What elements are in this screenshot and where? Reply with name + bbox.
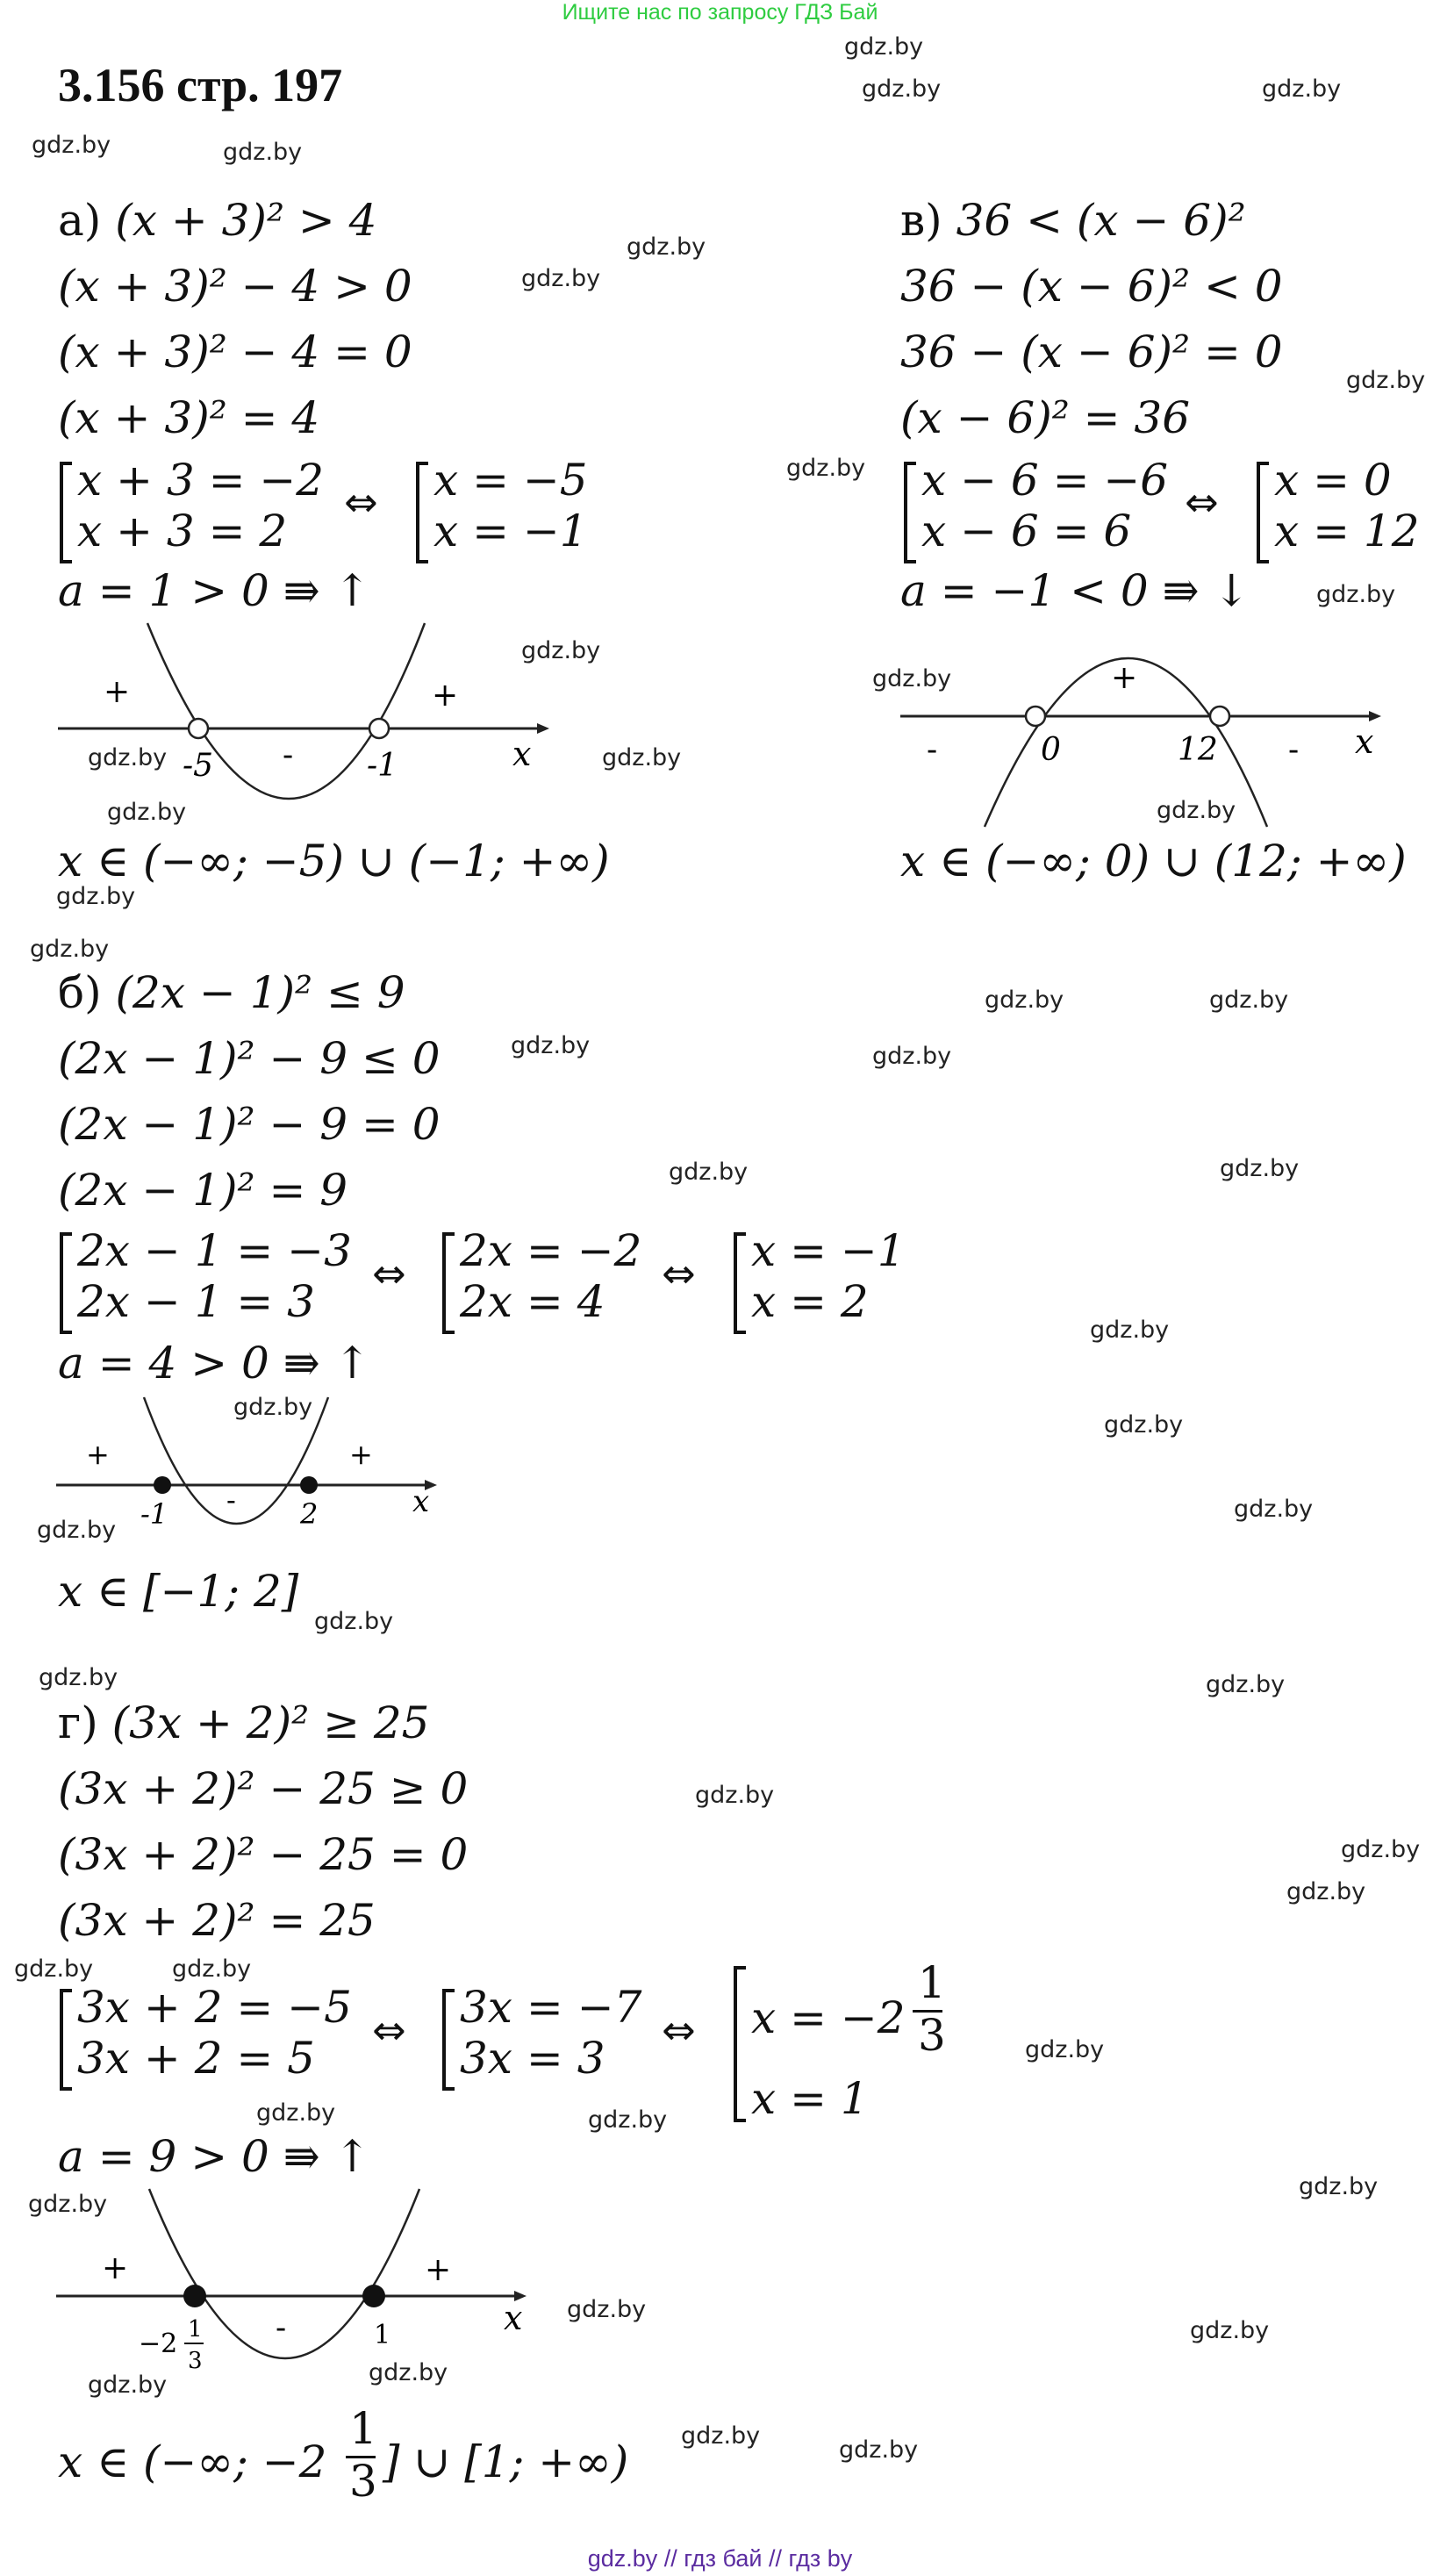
- root-label: -1: [140, 1497, 168, 1531]
- part-g-system-1: [77, 1982, 352, 2084]
- system-row: x = 0: [1274, 455, 1392, 506]
- part-b-label: б): [58, 967, 102, 1018]
- watermark: gdz.by: [862, 75, 942, 103]
- root-label: -1: [367, 748, 398, 784]
- system-bracket: [442, 1989, 455, 2091]
- sign-minus: -: [226, 1483, 236, 1517]
- watermark: gdz.by: [39, 1664, 118, 1691]
- closed-point: [154, 1476, 171, 1494]
- watermark: gdz.by: [107, 799, 187, 826]
- root-label: 1: [374, 2320, 391, 2350]
- answer-part: x ∈ (−∞; −2: [58, 2436, 327, 2487]
- part-g-line-3: (3x + 2)² − 25 = 0: [58, 1829, 469, 1880]
- part-a-line-2: (x + 3)² − 4 > 0: [58, 261, 412, 312]
- watermark: gdz.by: [786, 455, 866, 482]
- part-b-answer: x ∈ [−1; 2]: [58, 1566, 299, 1617]
- part-v-system-right: [1274, 455, 1420, 556]
- watermark: gdz.by: [1346, 367, 1426, 394]
- watermark: gdz.by: [844, 33, 924, 61]
- equivalence-symbol: ⇔: [1185, 478, 1219, 526]
- system-bracket: [416, 462, 428, 563]
- watermark: gdz.by: [695, 1782, 775, 1809]
- answer-part: ] ∪ [1; +∞): [383, 2436, 629, 2487]
- watermark: gdz.by: [28, 2191, 108, 2218]
- part-a-inequality: (x + 3)² > 4: [115, 195, 377, 246]
- system-bracket: [60, 462, 72, 563]
- system-row: x = −5: [433, 455, 588, 506]
- system-bracket: [60, 1232, 72, 1334]
- axis-label: x: [412, 1484, 430, 1519]
- watermark: gdz.by: [681, 2422, 761, 2450]
- part-b-line-2: (2x − 1)² − 9 ≤ 0: [58, 1033, 441, 1084]
- watermark: gdz.by: [1157, 797, 1236, 824]
- open-point: [1026, 707, 1045, 726]
- system-bracket: [60, 1989, 72, 2091]
- axis-arrow-icon: [537, 723, 549, 734]
- part-v-line-1: [900, 195, 1246, 246]
- root-label: 12: [1178, 732, 1218, 768]
- system-row: 3x + 2 = 5: [77, 2033, 315, 2084]
- watermark: gdz.by: [1209, 987, 1289, 1014]
- watermark: gdz.by: [602, 744, 682, 771]
- equivalence-symbol: ⇔: [662, 2006, 696, 2054]
- system-row: x − 6 = 6: [921, 506, 1132, 556]
- system-bracket: [904, 462, 916, 563]
- part-g-coefficient: a = 9 > 0 ⇛ ↑: [58, 2131, 371, 2182]
- watermark: gdz.by: [1286, 1878, 1366, 1905]
- equivalence-symbol: ⇔: [372, 1250, 406, 1297]
- part-v-line-2: 36 − (x − 6)² < 0: [900, 261, 1283, 312]
- axis-label: x: [512, 735, 532, 773]
- search-banner[interactable]: Ищите нас по запросу ГДЗ Бай: [562, 0, 878, 25]
- system-row: x = −1: [751, 1225, 906, 1276]
- watermark: gdz.by: [223, 139, 303, 166]
- fraction-denominator: 3: [918, 2010, 946, 2061]
- watermark: gdz.by: [588, 2106, 668, 2134]
- system-row: 2x = 4: [460, 1276, 605, 1327]
- part-v-line-3: 36 − (x − 6)² = 0: [900, 326, 1283, 377]
- system-row: x − 6 = −6: [921, 455, 1169, 506]
- system-row: x = −1: [433, 506, 588, 556]
- system-row: x = 2: [751, 1276, 869, 1327]
- system-bracket: [442, 1232, 455, 1334]
- system-row: x + 3 = −2: [77, 455, 325, 506]
- sign-minus: -: [276, 2310, 287, 2346]
- footer-links[interactable]: gdz.by // гдз бай // гдз by: [587, 2545, 853, 2572]
- watermark: gdz.by: [172, 1955, 252, 1983]
- part-v-coefficient: a = −1 < 0 ⇛ ↓: [900, 565, 1250, 616]
- part-v-answer: x ∈ (−∞; 0) ∪ (12; +∞): [900, 836, 1407, 886]
- sign-plus: +: [432, 678, 459, 714]
- axis-label: x: [1355, 722, 1374, 761]
- part-a-line-1: [58, 195, 376, 246]
- open-point: [1210, 707, 1229, 726]
- part-b-parabola-graph: [53, 1396, 456, 1553]
- watermark: gdz.by: [1025, 2036, 1105, 2063]
- watermark: gdz.by: [985, 987, 1064, 1014]
- sign-minus: -: [283, 737, 294, 773]
- watermark: gdz.by: [32, 132, 111, 159]
- watermark: gdz.by: [1190, 2317, 1270, 2344]
- root-label: 2: [300, 1497, 319, 1531]
- watermark: gdz.by: [1316, 581, 1396, 608]
- part-v-inequality: 36 < (x − 6)²: [956, 195, 1246, 246]
- part-g-root-2: x = 1: [751, 2073, 869, 2124]
- part-a-answer: x ∈ (−∞; −5) ∪ (−1; +∞): [58, 836, 610, 886]
- watermark: gdz.by: [521, 637, 601, 664]
- part-g-line-1: [58, 1697, 429, 1748]
- part-g-inequality: (3x + 2)² ≥ 25: [111, 1697, 430, 1748]
- watermark: gdz.by: [1104, 1411, 1184, 1439]
- sign-plus: +: [1111, 660, 1138, 696]
- watermark: gdz.by: [1262, 75, 1342, 103]
- watermark: gdz.by: [627, 233, 706, 261]
- fraction-numerator: 1: [349, 2403, 377, 2454]
- watermark: gdz.by: [88, 744, 168, 771]
- part-g-answer: [58, 2436, 327, 2487]
- system-row: 2x − 1 = 3: [77, 1276, 315, 1327]
- equivalence-symbol: ⇔: [344, 478, 378, 526]
- closed-point: [183, 2285, 206, 2307]
- sign-plus: +: [104, 674, 131, 710]
- part-g-label: г): [58, 1697, 98, 1748]
- watermark: gdz.by: [369, 2359, 448, 2386]
- watermark: gdz.by: [88, 2371, 168, 2399]
- watermark: gdz.by: [1220, 1155, 1300, 1182]
- system-bracket: [734, 1966, 746, 2122]
- closed-point: [362, 2285, 385, 2307]
- watermark: gdz.by: [30, 936, 110, 963]
- part-a-coefficient: a = 1 > 0 ⇛ ↑: [58, 565, 371, 616]
- part-a-label: а): [58, 195, 102, 246]
- watermark: gdz.by: [521, 265, 601, 292]
- system-bracket: [1257, 462, 1269, 563]
- part-b-system-1: [77, 1225, 352, 1327]
- axis-label: x: [504, 2299, 523, 2337]
- part-g-root-mixed: [751, 1992, 906, 2043]
- part-a-parabola-graph: [53, 614, 553, 816]
- part-a-line-3: (x + 3)² − 4 = 0: [58, 326, 412, 377]
- root-label: 0: [1041, 732, 1061, 768]
- watermark: gdz.by: [839, 2436, 919, 2464]
- open-point: [189, 719, 208, 738]
- system-bracket: [734, 1232, 746, 1334]
- part-g-line-4: (3x + 2)² = 25: [58, 1895, 376, 1946]
- part-v-parabola-graph: [895, 632, 1386, 834]
- part-b-inequality: (2x − 1)² ≤ 9: [115, 967, 405, 1018]
- part-v-label: в): [900, 195, 942, 246]
- sign-plus: +: [86, 1438, 110, 1471]
- watermark: gdz.by: [872, 665, 952, 692]
- part-b-line-3: (2x − 1)² − 9 = 0: [58, 1099, 441, 1150]
- sign-plus: +: [349, 1438, 373, 1471]
- part-a-line-4: (x + 3)² = 4: [58, 392, 320, 443]
- watermark: gdz.by: [56, 883, 136, 910]
- watermark: gdz.by: [14, 1955, 94, 1983]
- open-point: [369, 719, 389, 738]
- part-v-line-4: (x − 6)² = 36: [900, 392, 1191, 443]
- system-row: 3x = −7: [460, 1982, 642, 2033]
- system-row: x = 12: [1274, 506, 1420, 556]
- watermark: gdz.by: [567, 2296, 647, 2323]
- part-g-system-2: [460, 1982, 641, 2084]
- watermark: gdz.by: [314, 1608, 394, 1635]
- part-b-line-1: [58, 967, 405, 1018]
- mixed-whole: x = −2: [751, 1992, 906, 2043]
- watermark: gdz.by: [1341, 1836, 1421, 1863]
- fraction-denominator: 3: [349, 2456, 377, 2507]
- watermark: gdz.by: [1206, 1671, 1286, 1698]
- root-label-denominator: 3: [188, 2348, 203, 2374]
- sign-plus: +: [425, 2252, 452, 2288]
- root-label-numerator: 1: [188, 2316, 203, 2343]
- watermark: gdz.by: [256, 2099, 336, 2127]
- equivalence-symbol: ⇔: [372, 2006, 406, 2054]
- part-g-line-2: (3x + 2)² − 25 ≥ 0: [58, 1763, 469, 1814]
- watermark: gdz.by: [669, 1159, 749, 1186]
- root-label: -5: [183, 748, 214, 784]
- part-b-line-4: (2x − 1)² = 9: [58, 1165, 348, 1216]
- closed-point: [300, 1476, 318, 1494]
- watermark: gdz.by: [37, 1517, 117, 1544]
- part-v-system-left: [921, 455, 1168, 556]
- axis-arrow-icon: [1369, 711, 1381, 721]
- watermark: gdz.by: [1234, 1496, 1314, 1523]
- system-row: 2x − 1 = −3: [77, 1225, 352, 1276]
- fraction-numerator: 1: [918, 1957, 946, 2008]
- part-b-system-2: [460, 1225, 641, 1327]
- page-title: 3.156 стр. 197: [58, 59, 343, 111]
- system-row: 3x + 2 = −5: [77, 1982, 352, 2033]
- system-row: 2x = −2: [460, 1225, 642, 1276]
- part-b-system-3: [751, 1225, 906, 1327]
- part-b-coefficient: a = 4 > 0 ⇛ ↑: [58, 1338, 371, 1388]
- part-g-parabola-graph: [53, 2185, 553, 2405]
- watermark: gdz.by: [872, 1043, 952, 1070]
- system-row: x + 3 = 2: [77, 506, 288, 556]
- part-a-system-right: [433, 455, 588, 556]
- watermark: gdz.by: [511, 1032, 591, 1059]
- sign-minus: -: [1288, 732, 1300, 768]
- sign-plus: +: [102, 2250, 129, 2286]
- equivalence-symbol: ⇔: [662, 1250, 696, 1297]
- sign-minus: -: [927, 732, 938, 768]
- root-label-whole: −2: [139, 2328, 178, 2359]
- watermark: gdz.by: [1090, 1317, 1170, 1344]
- part-a-system-left: [77, 455, 324, 556]
- watermark: gdz.by: [1299, 2173, 1379, 2200]
- watermark: gdz.by: [233, 1394, 313, 1421]
- system-row: 3x = 3: [460, 2033, 605, 2084]
